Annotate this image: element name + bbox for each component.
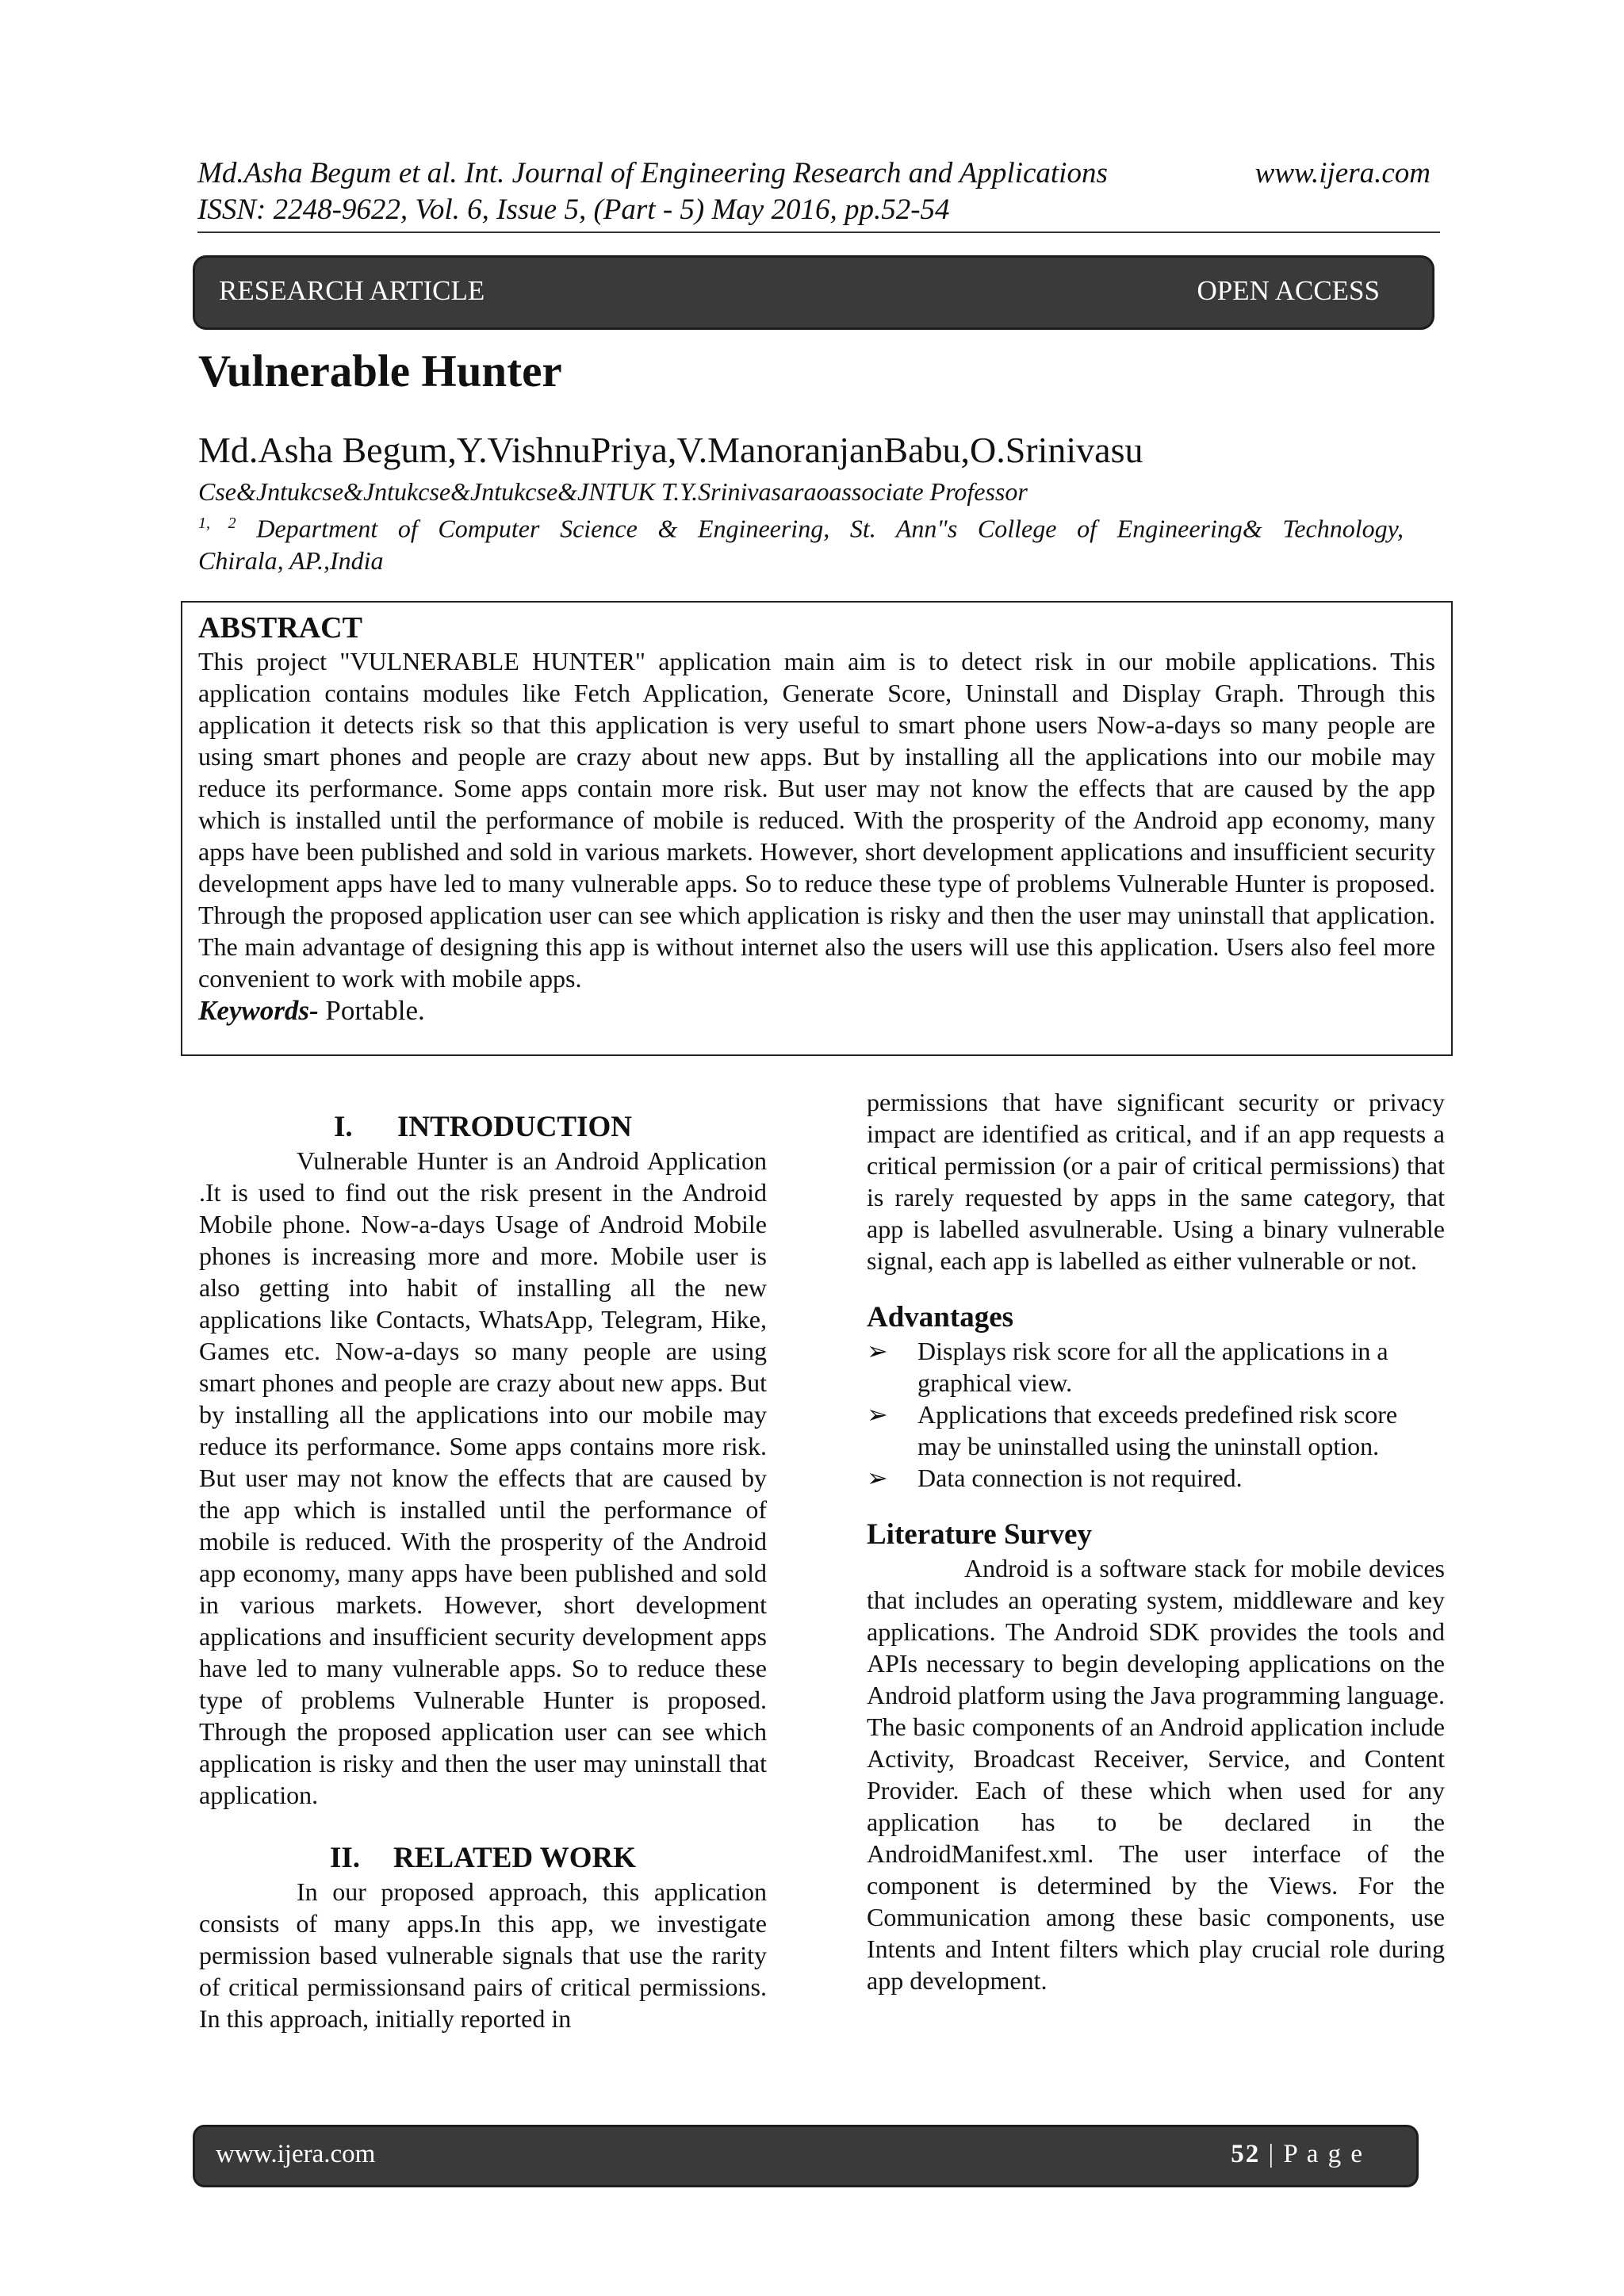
section-heading-introduction [199, 1110, 767, 1145]
right-column [867, 1086, 1445, 1996]
section-number: I. [333, 1111, 353, 1143]
issn-line: ISSN: 2248-9622, Vol. 6, Issue 5, (Part - 5) May 2016, pp.52-54 [197, 193, 950, 226]
keywords [198, 994, 1435, 1027]
abstract-heading: ABSTRACT [198, 611, 362, 645]
arrow-bullet-icon: ➢ [867, 1464, 888, 1492]
left-column [199, 1086, 767, 2034]
paper-title: Vulnerable Hunter [198, 346, 562, 396]
list-item: ➢ Displays risk score for all the applications in a graphical view. [867, 1337, 1388, 1397]
arrow-bullet-icon: ➢ [867, 1400, 888, 1429]
journal-citation: Md.Asha Begum et al. Int. Journal of Engineering Research and Applications [197, 157, 1108, 189]
header-website-link[interactable]: www.ijera.com [1254, 157, 1431, 189]
related-work-text: In our proposed approach, this application consists of many apps.In this app, we investigate permission based vulnerable signals that use the rarity of critical permissionsand pairs of critical permissions. In this approach, initially reported in [199, 1877, 767, 2033]
affiliation-department: Department of Computer Science & Engineering, St. Ann"s College of Engineering& Technology, [256, 514, 1404, 543]
list-item: ➢ Data connection is not required. [867, 1464, 1243, 1492]
section-title: INTRODUCTION [396, 1111, 633, 1143]
abstract-box [181, 601, 1453, 1056]
affiliation [198, 476, 1404, 576]
open-access-label: OPEN ACCESS [1197, 275, 1380, 306]
affiliation-superscript: 1, 2 [198, 515, 236, 532]
header-rule [197, 232, 1440, 233]
list-item: ➢ Applications that exceeds predefined risk score may be uninstalled using the uninstall option. [867, 1400, 1398, 1460]
arrow-bullet-icon: ➢ [867, 1337, 888, 1365]
introduction-text: Vulnerable Hunter is an Android Application .It is used to find out the risk present in the Android Mobile phone. Now-a-days Usage of Android Mobile phones is increasing more and more. Mobile user is also getting into habit of installing all the new applications like Contacts, WhatsApp, Telegram, Hike, Games etc. Now-a-days so many people are using smart phones and people are crazy about new apps. But by installing all the applications into our mobile may reduce its performance. Some apps contains more risk. But user may not know the effects that are caused by the app which is installed until the performance of mobile is reduced. With the prosperity of the Android app economy, many apps have been published and sold in various markets. However, short development applications and insufficient security development apps have led to many vulnerable apps. So to reduce these type of problems Vulnerable Hunter is proposed. Through the proposed application user can see which application is risky and then the user may uninstall that application. [199, 1146, 767, 1809]
affiliation-professor: T.Y.Srinivasaraoassociate Professor [661, 477, 1028, 506]
article-type-label: RESEARCH ARTICLE [219, 275, 485, 306]
running-header [197, 155, 1108, 228]
related-work-continued: permissions that have significant security or privacy impact are identified as critical, and if an app requests a critical permission (or a pair of critical permissions) that is rarely requested by apps in the same category, that app is labelled asvulnerable. Using a binary vulnerable signal, each app is labelled as either vulnerable or not. [867, 1088, 1445, 1275]
section-number: II. [330, 1842, 361, 1874]
keywords-label: Keywords- [198, 995, 319, 1026]
advantages-list [867, 1335, 1445, 1494]
advantages-heading: Advantages [867, 1301, 1014, 1334]
literature-survey-text: Android is a software stack for mobile devices that includes an operating system, middleware and key applications. The Android SDK provides the tools and APIs necessary to begin developing applications on the Android platform using the Java programming language. The basic components of an Android application include Activity, Broadcast Receiver, Service, and Content Provider. Each of these which when used for any application has to be declared in the AndroidManifest.xml. The user interface of the component is determined by the Views. For the Communication among these basic components, use Intents and Intent filters which play crucial role during app development. [867, 1554, 1445, 1995]
author-list: Md.Asha Begum,Y.VishnuPriya,V.ManoranjanBabu,O.Srinivasu [198, 430, 1143, 470]
footer-website-link[interactable]: www.ijera.com [216, 2140, 376, 2168]
section-title: RELATED WORK [393, 1842, 636, 1874]
article-type-banner [195, 258, 1432, 327]
affiliation-institutions: Cse&Jntukcse&Jntukcse&Jntukcse&JNTUK [198, 477, 661, 506]
abstract-text: This project "VULNERABLE HUNTER" application main aim is to detect risk in our mobile applications. This application contains modules like Fetch Application, Generate Score, Uninstall and Display Graph. Through this application it detects risk so that this application is very useful to smart phone users Now-a-days so many people are using smart phones and people are crazy about new apps. But by installing all the applications into our mobile may reduce its performance. Some apps contain more risk. But user may not know the effects that are caused by the app which is installed until the performance of mobile is reduced. With the prosperity of the Android app economy, many apps have been published and sold in various markets. However, short development applications and insufficient security development apps have led to many vulnerable apps. So to reduce these type of problems Vulnerable Hunter is proposed. Through the proposed application user can see which application is risky and then the user may uninstall that application. The main advantage of designing this app is without internet also the users will use this application. Users also feel more convenient to work with mobile apps. [198, 647, 1435, 993]
affiliation-location: Chirala, AP.,India [198, 545, 384, 575]
section-heading-related-work [199, 1841, 767, 1876]
literature-survey-heading: Literature Survey [867, 1518, 1092, 1551]
keywords-value: Portable. [318, 995, 425, 1026]
page-number: 52 | P a g e [1231, 2140, 1364, 2168]
page-footer [195, 2127, 1416, 2185]
